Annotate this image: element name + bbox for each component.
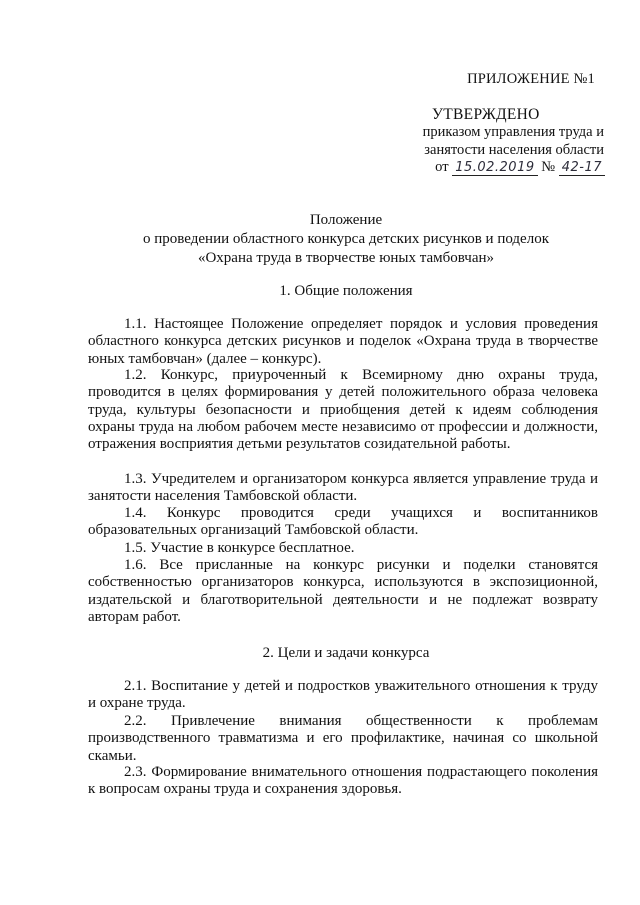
paragraph-2-1: 2.1. Воспитание у детей и подростков уважительного отношения к труду и охране труда. bbox=[88, 678, 598, 712]
title-line-1: Положение bbox=[309, 212, 383, 228]
handwritten-date: 15.02.2019 bbox=[452, 160, 537, 176]
paragraph-2-2: 2.2. Привлечение внимания общественности к проблемам производственного травматизма и его профилактике, начиная со школьной скамьи. bbox=[88, 713, 598, 764]
paragraph-1-6: 1.6. Все присланные на конкурс рисунки и поделки становятся собственностью организаторов конкурса, используются в экспозиционной, издательской и благотворительной деятельности и не подлежат возврату авторам работ. bbox=[88, 557, 598, 625]
order-line-1: приказом управления труда и bbox=[422, 124, 604, 140]
paragraph-2-3: 2.3. Формирование внимательного отношения подрастающего поколения к вопросам охраны труда и сохранения здоровья. bbox=[88, 764, 598, 798]
paragraph-1-5: 1.5. Участие в конкурсе бесплатное. bbox=[124, 540, 355, 556]
paragraph-1-3: 1.3. Учредителем и организатором конкурса является управление труда и занятости населения Тамбовской области. bbox=[88, 471, 598, 505]
paragraph-1-2: 1.2. Конкурс, приуроченный к Всемирному дню охраны труда, проводится в целях формирования у детей положительного образа человека труда, культуры безопасности и приобщения детей к идеям соблюдения охраны труда на любом рабочем месте независимо от профессии и должности, отражения восприятия детьми результатов созидательной работы. bbox=[88, 367, 598, 453]
paragraph-1-1: 1.1. Настоящее Положение определяет порядок и условия проведения областного конкурса детских рисунков и поделок «Охрана труда в творчестве юных тамбовчан» (далее – конкурс). bbox=[88, 316, 598, 367]
number-sign: № bbox=[541, 159, 556, 175]
section-2-heading: 2. Цели и задачи конкурса bbox=[262, 645, 430, 661]
document-title bbox=[90, 211, 602, 268]
handwritten-number: 42-17 bbox=[559, 160, 605, 176]
title-line-3: «Охрана труда в творчестве юных тамбовчан» bbox=[197, 250, 495, 266]
order-line-2: занятости населения области bbox=[424, 142, 604, 158]
date-prefix: от bbox=[435, 159, 449, 175]
section-1-heading: 1. Общие положения bbox=[279, 283, 413, 299]
order-date-line bbox=[400, 159, 605, 176]
approved-label: УТВЕРЖДЕНО bbox=[432, 106, 540, 123]
appendix-label: ПРИЛОЖЕНИЕ №1 bbox=[467, 71, 595, 87]
title-line-2: о проведении областного конкурса детских рисунков и поделок bbox=[143, 231, 549, 247]
paragraph-1-4: 1.4. Конкурс проводится среди учащихся и воспитанников образовательных организаций Тамбовской области. bbox=[88, 505, 598, 539]
